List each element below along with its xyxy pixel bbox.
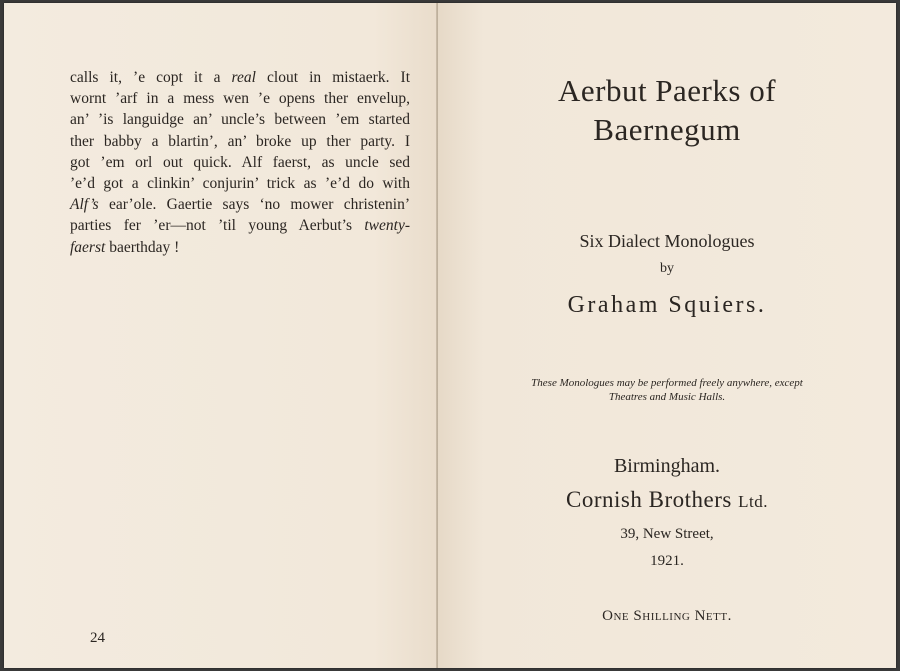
author-name: Graham Squiers. <box>567 292 767 318</box>
text-line: ’e’d got a clinkin’ conjurin’ trick as ’e’d do with <box>70 175 410 193</box>
text-line: parties fer ’er—not ’til young Aerbut’s twenty- <box>70 217 410 235</box>
publisher-name <box>438 487 896 513</box>
text-line: wornt ’arf in a mess wen ’e opens ther envelup, <box>70 90 410 108</box>
publisher-suffix: Ltd. <box>738 492 768 511</box>
text-line: faerst baerthday ! <box>70 238 180 256</box>
text-line: ther babby a blartin’, an’ broke up ther party. I <box>70 132 410 150</box>
publication-year: 1921. <box>650 553 684 569</box>
title-page <box>438 3 896 668</box>
book-title-line-2: Baernegum <box>593 112 741 147</box>
left-page <box>4 3 438 668</box>
notice-line-1: These Monologues may be performed freely anywhere, except <box>531 377 803 389</box>
performance-notice <box>498 376 836 404</box>
italic-word: twenty- <box>364 217 410 235</box>
book-spread <box>4 3 896 668</box>
notice-line-2: Theatres and Music Halls. <box>608 391 726 403</box>
text-line: an’ ’is languidge an’ uncle’s between ’em started <box>70 111 410 129</box>
page-number: 24 <box>90 630 105 646</box>
text-line: got ’em orl out quick. Alf faerst, as uncle sed <box>70 153 410 171</box>
by-line: by <box>660 261 674 276</box>
monologue-text-end <box>70 67 410 258</box>
italic-word: Alf’s <box>70 196 99 214</box>
book-title <box>438 71 896 149</box>
italic-word: faerst <box>70 238 106 256</box>
publisher-city: Birmingham. <box>613 455 721 477</box>
book-subtitle: Six Dialect Monologues <box>579 231 755 251</box>
text-line: Alf’s ear’ole. Gaertie says ‘no mower christenin’ <box>70 196 410 214</box>
text-line: calls it, ’e copt it a real clout in mistaerk. It <box>70 69 410 86</box>
publisher-name-text: Cornish Brothers <box>566 487 732 512</box>
book-title-line-1: Aerbut Paerks of <box>557 73 777 108</box>
italic-word: real <box>231 69 256 86</box>
price-line: One Shilling Nett. <box>602 608 732 624</box>
publisher-address: 39, New Street, <box>620 526 714 542</box>
